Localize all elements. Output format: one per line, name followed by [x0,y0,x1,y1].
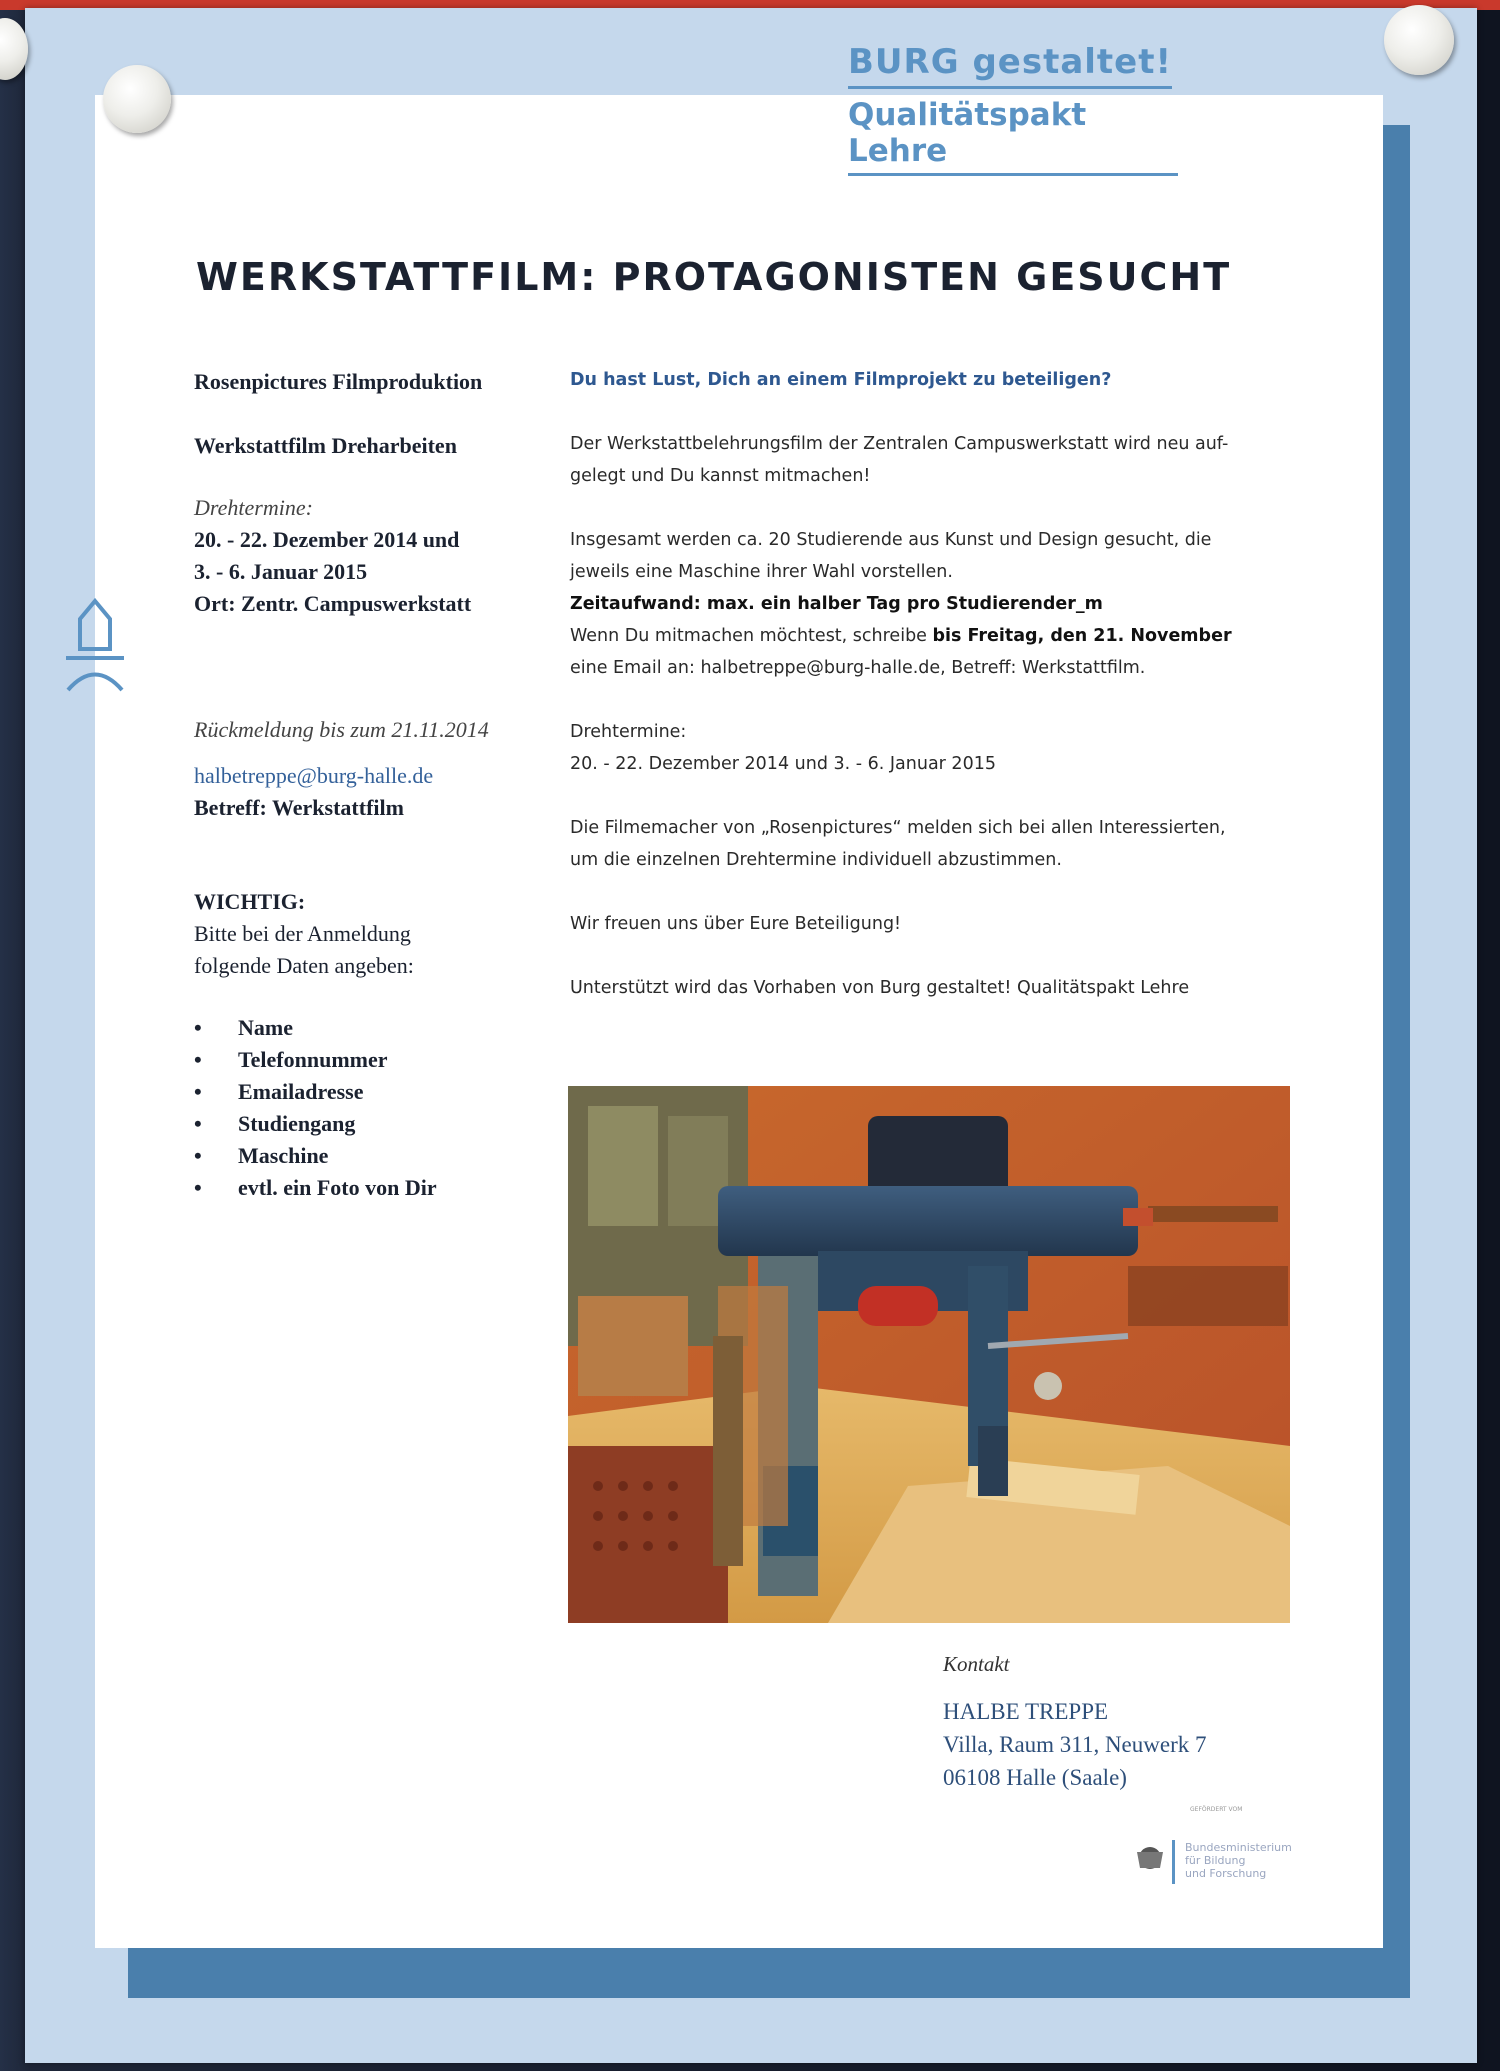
list-item: • Emailadresse [194,1076,544,1108]
sponsor-name [1185,1841,1292,1880]
dates-line-1: 20. - 22. Dezember 2014 und [194,527,460,552]
time-requirement: Zeitaufwand: max. ein halber Tag pro Studierender_m [570,594,1103,614]
contact-address-2: 06108 Halle (Saale) [943,1765,1127,1790]
paragraph-2-line-4 [570,620,1300,652]
project: Werkstattfilm Dreharbeiten [194,433,457,458]
contact-label: Kontakt [943,1652,1010,1676]
reply-subject: Betreff: Werkstattfilm [194,795,404,820]
burg-tower-icon [62,597,128,692]
sponsor-line-1: Bundesministerium [1185,1841,1292,1854]
paragraph-5: Wir freuen uns über Eure Beteiligung! [570,914,902,934]
important-heading: WICHTIG: [194,889,306,914]
shooting-dates-label: Drehtermine: [570,722,687,742]
reply-deadline: Rückmeldung bis zum 21.11.2014 [194,717,489,742]
paragraph-2-line-2: jeweils eine Maschine ihrer Wahl vorstellen. [570,562,953,582]
drill-press-illustration [568,1086,1290,1623]
list-item: • Telefonnummer [194,1044,544,1076]
paragraph-1-line-1: Der Werkstattbelehrungsfilm der Zentralen Campuswerkstatt wird neu auf- [570,434,1229,454]
dates-label: Drehtermine: [194,495,313,520]
workshop-photo [568,1086,1290,1623]
dates-line-2: 3. - 6. Januar 2015 [194,559,368,584]
paragraph-2-line-5: eine Email an: halbetreppe@burg-halle.de, Betreff: Werkstattfilm. [570,658,1146,678]
pushpin-top-right [1384,5,1454,75]
sponsor-line-2: für Bildung [1185,1854,1246,1867]
important-line-1: Bitte bei der Anmeldung [194,921,411,946]
producer: Rosenpictures Filmproduktion [194,369,483,394]
page-title: WERKSTATTFILM: PROTAGONISTEN GESUCHT [196,255,1232,299]
paragraph-4-line-2: um die einzelnen Drehtermine individuell abzustimmen. [570,850,1062,870]
list-item: • Name [194,1012,544,1044]
paragraph-2-line-1: Insgesamt werden ca. 20 Studierende aus Kunst und Design gesucht, die [570,530,1212,550]
contact-address-1: Villa, Raum 311, Neuwerk 7 [943,1732,1207,1757]
sponsor-line-3: und Forschung [1185,1867,1267,1880]
shooting-dates: 20. - 22. Dezember 2014 und 3. - 6. Januar 2015 [570,754,996,774]
brand-line-1: BURG gestaltet! [848,42,1172,89]
brand-line-2: Qualitätspakt Lehre [848,97,1178,176]
important-line-2: folgende Daten angeben: [194,953,414,978]
pushpin-top-left [103,65,171,133]
paragraph-1-line-2: gelegt und Du kannst mitmachen! [570,466,871,486]
brand-logo [848,42,1178,176]
signup-deadline: bis Freitag, den 21. November [932,626,1232,646]
required-data-list [194,1012,544,1204]
paragraph-6: Unterstützt wird das Vorhaben von Burg gestaltet! Qualitätspakt Lehre [570,978,1190,998]
contact-block [943,1648,1207,1794]
signup-instruction: Wenn Du mitmachen möchtest, schreibe [570,626,933,646]
question-heading: Du hast Lust, Dich an einem Filmprojekt zu beteiligen? [570,370,1112,390]
location: Ort: Zentr. Campuswerkstatt [194,591,472,616]
paragraph-4-line-1: Die Filmemacher von „Rosenpictures“ melden sich bei allen Interessierten, [570,818,1226,838]
list-item: • evtl. ein Foto von Dir [194,1172,544,1204]
contact-email-link[interactable]: halbetreppe@burg-halle.de [194,763,434,788]
list-item: • Maschine [194,1140,544,1172]
list-item: • Studiengang [194,1108,544,1140]
sponsor-note: GEFÖRDERT VOM [1190,1806,1243,1813]
contact-name: HALBE TREPPE [943,1699,1109,1724]
